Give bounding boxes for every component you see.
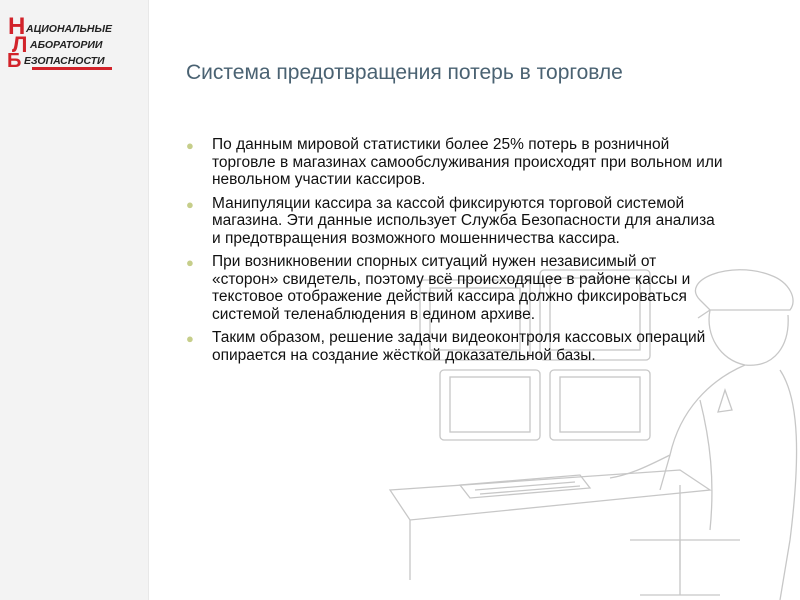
desk-legs-shape: [410, 485, 680, 580]
logo-letter-b: Б: [7, 50, 22, 72]
bullet-text: По данным мировой статистики более 25% потерь в розничной торговле в магазинах самообслуживания происходят при вольном или невольном участии кассиров.: [212, 136, 723, 188]
monitor-screen-shape: [450, 377, 530, 432]
bullet-dot-icon: ●: [186, 138, 194, 153]
slide-title: Система предотвращения потерь в торговле: [186, 61, 623, 84]
monitor-shape: [440, 370, 540, 440]
monitor-shape: [550, 370, 650, 440]
logo-letter-n: Н: [8, 13, 26, 40]
guard-torso-fold-shape: [700, 400, 712, 530]
bullet-text: Манипуляции кассира за кассой фиксируются торговой системой магазина. Эти данные использует Служба Безопасности для анализа и предотвращения возможного мошенничества кассира.: [212, 194, 715, 247]
bullet-list: [186, 136, 726, 370]
bullet-dot-icon: ●: [186, 196, 194, 212]
bullet-item: [186, 329, 726, 364]
bullet-text: Таким образом, решение задачи видеоконтроля кассовых операций опирается на создание жёсткой доказательной базы.: [212, 329, 706, 364]
bullet-item: [186, 136, 726, 189]
monitor-screen-shape: [560, 377, 640, 432]
company-logo: [6, 12, 144, 72]
bullet-item: [186, 195, 726, 248]
logo-tagline-bar: [32, 67, 112, 70]
bullet-dot-icon: ●: [186, 255, 194, 270]
left-sidebar-strip: [0, 0, 149, 600]
bullet-dot-icon: ●: [186, 331, 194, 346]
logo-line2: АБОРАТОРИИ: [30, 39, 103, 51]
keyboard-keys-shape: [475, 482, 580, 494]
chair-shape: [630, 540, 740, 595]
logo-letter-l: Л: [12, 32, 28, 57]
bullet-text: При возникновении спорных ситуаций нужен независимый от «сторон» свидетель, поэтому всё происходящее в районе кассы и текстовое отображение действий кассира должно фиксироваться системой теленаблюдения в едином архиве.: [212, 253, 691, 323]
logo-line3: ЕЗОПАСНОСТИ: [24, 55, 105, 67]
bullet-item: [186, 253, 726, 323]
logo-line1: АЦИОНАЛЬНЫЕ: [26, 23, 112, 35]
guard-badge-shape: [718, 390, 732, 412]
